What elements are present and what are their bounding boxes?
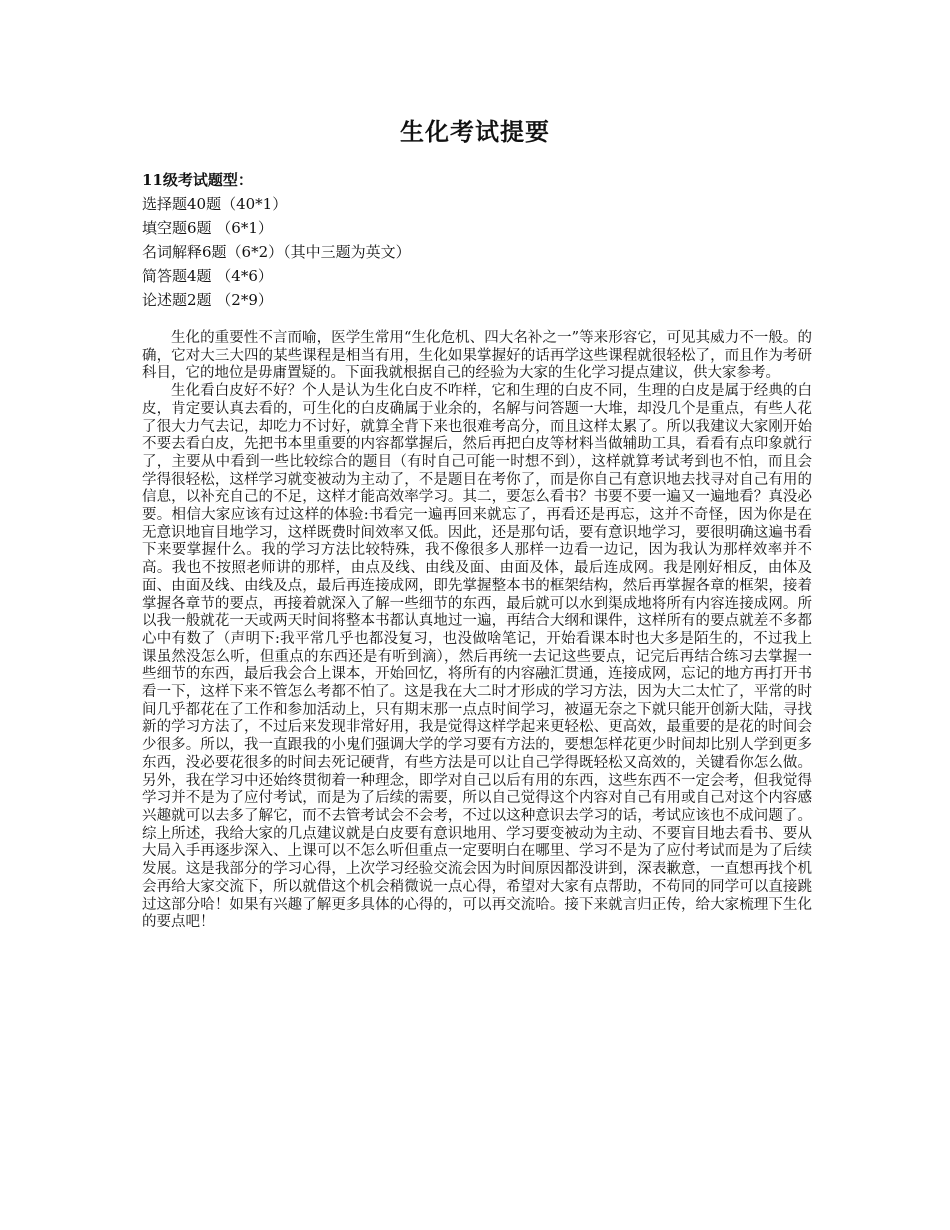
exam-types-heading: 11级考试题型： bbox=[142, 171, 253, 189]
exam-type-short-answer: 简答题4题 （4*6） bbox=[142, 267, 273, 285]
paragraph-importance: 生化的重要性不言而喻，医学生常用“生化危机、四大名补之一”等来形容它，可见其威力不一般。的确，它对大三大四的某些课程是相当有用，生化如果掌握好的话再学这些课程就很轻松了，而且作为考研科目，它的地位是毋庸置疑的。下面我就根据自己的经验为大家的生化学习提点建议，供大家参考。 bbox=[142, 330, 812, 382]
exam-type-multiple-choice: 选择题40题（40*1） bbox=[142, 195, 288, 213]
exam-types-section bbox=[142, 168, 802, 312]
document-title: 生化考试提要 bbox=[400, 117, 550, 146]
exam-type-fill-blank: 填空题6题 （6*1） bbox=[142, 219, 273, 237]
paragraph-study-advice: 生化看白皮好不好？个人是认为生化白皮不咋样，它和生理的白皮不同，生理的白皮是属于经典的白皮，肯定要认真去看的，可生化的白皮确属于业余的，名解与问答题一大堆，却没几个是重点，有些人花了很大力气去记，却吃力不讨好，就算全背下来也很难考高分，而且这样太累了。所以我建议大家刚开始不要去看白皮，先把书本里重要的内容都掌握后，然后再把白皮等材料当做辅助工具，看看有点印象就行了，主要从中看到一些比较综合的题目（有时自己可能一时想不到），这样就算考试考到也不怕，而且会学得很轻松，这样学习就变被动为主动了，不是题目在考你了，而是你自己有意识地去找寻对自己有用的信息，以补充自己的不足，这样才能高效率学习。其二，要怎么看书？书要不要一遍又一遍地看？真没必要。相信大家应该有过这样的体验:书看完一遍再回来就忘了，再看还是再忘，这并不奇怪，因为你是在无意识地盲目地学习，这样既费时间效率又低。因此，还是那句话，要有意识地学习，要很明确这遍书看下来要掌握什么。我的学习方法比较特殊，我不像很多人那样一边看一边记，因为我认为那样效率并不高。我也不按照老师讲的那样，由点及线、由线及面、由面及体，最后连成网。我是刚好相反，由体及面、由面及线、由线及点，最后再连接成网，即先掌握整本书的框架结构，然后再掌握各章的框架，接着掌握各章节的要点，再接着就深入了解一些细节的东西，最后就可以水到渠成地将所有内容连接成网。所以我一般就花一天或两天时间将整本书都认真地过一遍，再结合大纲和课件，这样所有的要点就差不多都心中有数了（声明下:我平常几乎也都没复习，也没做啥笔记，开始看课本时也大多是陌生的，不过我上课虽然没怎么听，但重点的东西还是有听到滴），然后再统一去记这些要点，记完后再结合练习去掌握一些细节的东西，最后我会合上课本，开始回忆，将所有的内容融汇贯通，连接成网，忘记的地方再打开书看一下，这样下来不管怎么考都不怕了。这是我在大二时才形成的学习方法，因为大二太忙了，平常的时间几乎都花在了工作和参加活动上，只有期末那一点点时间学习，被逼无奈之下就只能开创新大陆，寻找新的学习方法了，不过后来发现非常好用，我是觉得这样学起来更轻松、更高效，最重要的是花的时间会少很多。所以，我一直跟我的小鬼们强调大学的学习要有方法的，要想怎样花更少时间却比别人学到更多东西，没必要花很多的时间去死记硬背，有些方法是可以让自己学得既轻松又高效的，关键看你怎么做。另外，我在学习中还始终贯彻着一种理念，即学对自己以后有用的东西，这些东西不一定会考，但我觉得学习并不是为了应付考试，而是为了后续的需要，所以自己觉得这个内容对自己有用或自己对这个内容感兴趣就可以去多了解它，而不去管考试会不会考，不过以这种意识去学习的话，考试应该也不成问题了。综上所述，我给大家的几点建议就是白皮要有意识地用、学习要变被动为主动、不要盲目地去看书、要从大局入手再逐步深入、上课可以不怎么听但重点一定要明白在哪里、学习不是为了应付考试而是为了后续发展。这是我部分的学习心得，上次学习经验交流会因为时间原因都没讲到，深表歉意，一直想再找个机会再给大家交流下，所以就借这个机会稍微说一点心得，希望对大家有点帮助，不苟同的同学可以直接跳过这部分哈！如果有兴趣了解更多具体的心得的，可以再交流哈。接下来就言归正传，给大家梳理下生化的要点吧！ bbox=[142, 383, 812, 931]
body-text bbox=[142, 330, 812, 932]
exam-type-essay: 论述题2题 （2*9） bbox=[142, 291, 273, 309]
exam-type-term-explanation: 名词解释6题（6*2）（其中三题为英文） bbox=[142, 243, 411, 261]
